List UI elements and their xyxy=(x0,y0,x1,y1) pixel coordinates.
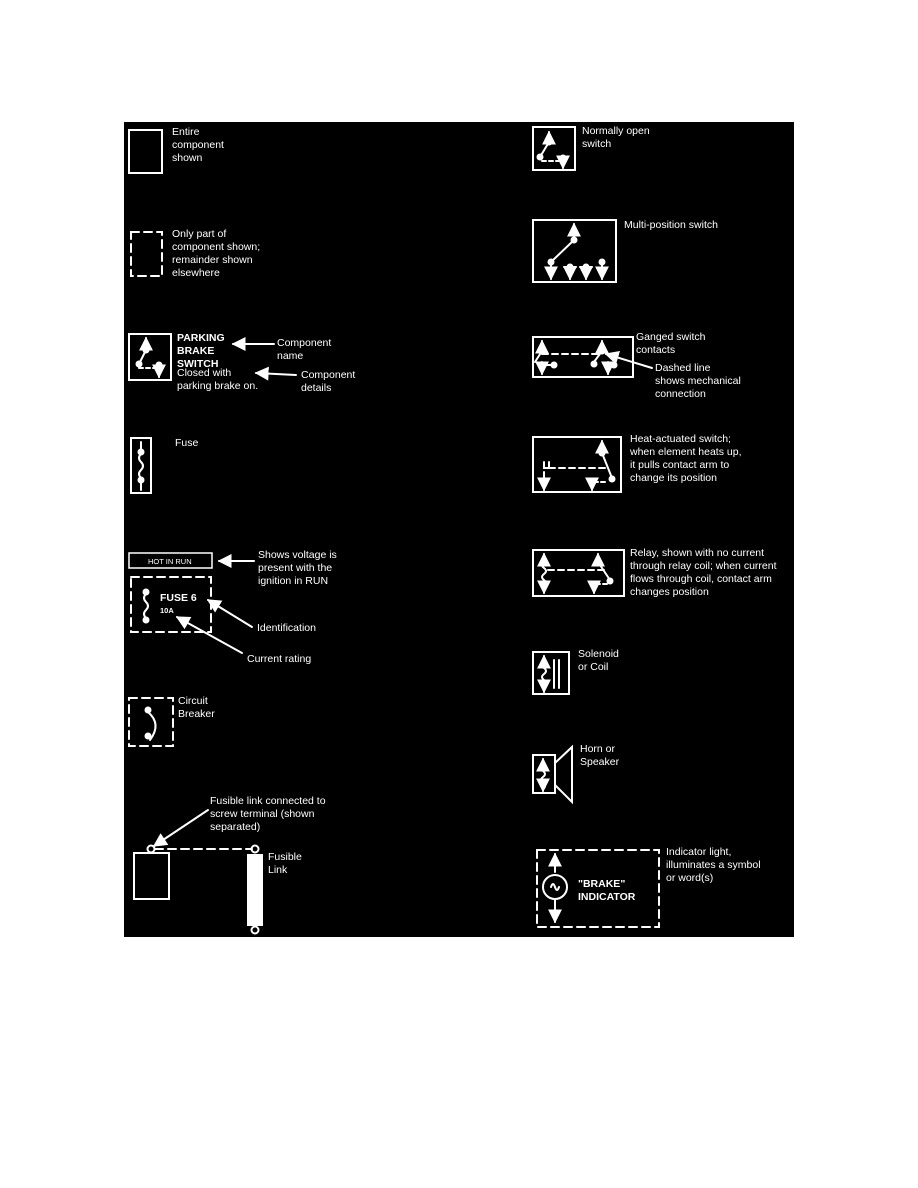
fuse-6-name: FUSE 6 xyxy=(160,592,197,604)
multi-position-switch-label: Multi-position switch xyxy=(624,219,718,231)
current-rating-arrow xyxy=(177,617,242,653)
relay-symbol xyxy=(533,550,624,596)
heat-actuated-switch-label: Heat-actuated switch; when element heats up, it pulls contact arm to change its position xyxy=(630,433,742,484)
circuit-breaker-label: Circuit Breaker xyxy=(178,695,215,720)
component-details-arrow xyxy=(256,373,296,375)
fuse-label: Fuse xyxy=(175,437,199,449)
identification-arrow xyxy=(208,600,252,627)
fuse-symbol xyxy=(131,438,151,493)
component-name-callout: Component name xyxy=(277,337,332,362)
parking-brake-switch-symbol xyxy=(129,334,171,380)
indicator-light-label: Indicator light, illuminates a symbol or word(s) xyxy=(666,846,761,884)
symbol-legend-panel xyxy=(124,122,794,937)
parking-brake-switch-name: PARKING BRAKE SWITCH xyxy=(177,332,225,370)
component-details-callout: Component details xyxy=(301,369,356,394)
circuit-breaker-symbol xyxy=(129,698,173,746)
entire-component-symbol xyxy=(129,130,162,173)
solenoid-coil-symbol xyxy=(533,652,569,694)
partial-component-label: Only part of component shown; remainder shown elsewhere xyxy=(172,228,261,279)
normally-open-switch-label: Normally open switch xyxy=(582,125,650,150)
entire-component-label: Entire component shown xyxy=(172,126,224,164)
horn-speaker-label: Horn or Speaker xyxy=(580,743,620,768)
parking-brake-switch-details: Closed with parking brake on. xyxy=(177,367,259,392)
fusible-link-symbol xyxy=(134,846,262,934)
multi-position-switch-symbol xyxy=(533,220,616,282)
solenoid-coil-label: Solenoid or Coil xyxy=(578,648,619,673)
relay-label: Relay, shown with no current through relay coil; when current flows through coil, contact arm changes position xyxy=(630,547,777,598)
identification-callout: Identification xyxy=(257,622,316,634)
hot-in-run-text: HOT IN RUN xyxy=(148,557,192,566)
fusible-link-label: Fusible Link xyxy=(268,851,302,876)
fusible-link-callout-arrow xyxy=(154,810,208,846)
ganged-switch-label: Ganged switch contacts xyxy=(636,331,706,356)
fusible-link-callout: Fusible link connected to screw terminal (shown separated) xyxy=(210,795,326,833)
dashed-line-callout: Dashed line shows mechanical connection xyxy=(655,362,741,400)
heat-actuated-switch-symbol xyxy=(533,437,621,492)
normally-open-switch-symbol xyxy=(533,127,575,170)
horn-speaker-symbol xyxy=(533,747,572,802)
hot-in-run-callout: Shows voltage is present with the ignition in RUN xyxy=(258,549,337,587)
brake-indicator-text: "BRAKE" INDICATOR xyxy=(578,878,636,903)
partial-component-symbol xyxy=(131,232,162,276)
fuse-6-rating: 10A xyxy=(160,606,174,615)
current-rating-callout: Current rating xyxy=(247,653,312,665)
